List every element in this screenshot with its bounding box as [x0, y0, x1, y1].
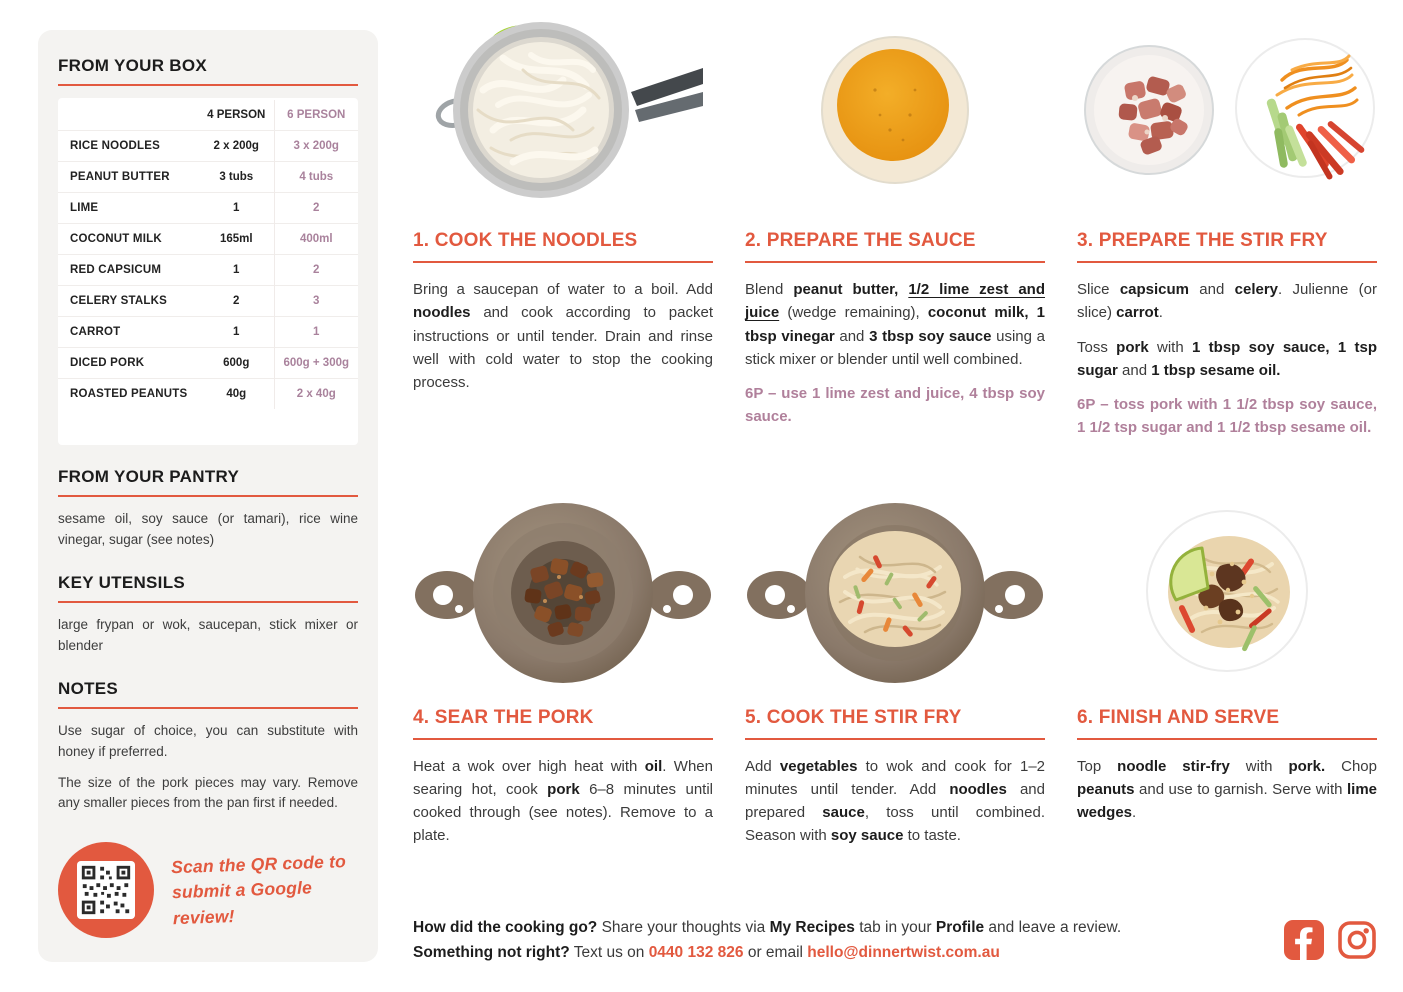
review-prompt-line-1: Scan the QR code to — [170, 851, 347, 878]
photo-stir-fry-in-wok — [745, 497, 1045, 687]
step-5-instruction: Add vegetables to wok and cook for 1–2 minutes until tender. Add noodles and prepared sauce, toss until combined. Season with soy sauce to taste. — [745, 757, 1046, 845]
qr-code-icon — [77, 861, 135, 919]
footer-line-2: Something not right? Text us on 0440 132 826 or email hello@dinnertwist.com.au — [413, 944, 1000, 962]
step-2-instruction: Blend peanut butter, 1/2 lime zest and juice (wedge remaining), coconut milk, 1 tbsp vinegar and 3 tbsp soy sauce using a stick mixer or blender until well combined. — [745, 281, 1045, 368]
step-2 — [745, 10, 1045, 451]
table-row: RED CAPSICUM 1 2 — [58, 255, 358, 286]
col-6-person: 6 PERSON — [274, 100, 358, 131]
table-row: COCONUT MILK 165ml 400ml — [58, 224, 358, 255]
step-2-title: 2. PREPARE THE SAUCE — [745, 230, 1045, 263]
key-utensils-title: KEY UTENSILS — [58, 573, 358, 603]
step-5 — [745, 497, 1045, 859]
google-review-block — [58, 842, 358, 938]
step-6-instruction: Top noodle stir-fry with pork. Chop peanuts and use to garnish. Serve with lime wedges. — [1077, 757, 1377, 821]
ingredients-table — [58, 100, 358, 409]
table-row: ROASTED PEANUTS 40g 2 x 40g — [58, 379, 358, 410]
steps-grid — [413, 10, 1377, 859]
step-3-instruction-2: Toss pork with 1 tbsp soy sauce, 1 tsp sugar and 1 tbsp sesame oil. — [1077, 338, 1378, 379]
notes-title: NOTES — [58, 679, 358, 709]
table-row: CARROT 1 1 — [58, 317, 358, 348]
utensils-text: large frypan or wok, saucepan, stick mixer or blender — [58, 616, 358, 653]
col-4-person: 4 PERSON — [199, 100, 274, 131]
step-3-six-person-note: 6P – toss pork with 1 1/2 tbsp soy sauce, 1 1/2 tsp sugar and 1 1/2 tbsp sesame oil. — [1077, 396, 1377, 437]
step-6-title: 6. FINISH AND SERVE — [1077, 707, 1377, 740]
step-4-instruction: Heat a wok over high heat with oil. When searing hot, cook pork 6–8 minutes until cooked through (see notes). Remove to a plate. — [413, 757, 713, 845]
table-row: CELERY STALKS 2 3 — [58, 286, 358, 317]
ingredients-card — [58, 98, 358, 445]
step-4-title: 4. SEAR THE PORK — [413, 707, 713, 740]
step-6 — [1077, 497, 1377, 859]
social-links — [1284, 920, 1377, 960]
review-prompt — [171, 849, 360, 932]
review-prompt-line-2: submit a Google review! — [171, 877, 313, 928]
photo-sauce-bowl — [745, 10, 1045, 210]
pantry-text: sesame oil, soy sauce (or tamari), rice wine vinegar, sugar (see notes) — [58, 511, 358, 547]
notes-paragraph-2: The size of the pork pieces may vary. Remove any smaller pieces from the pan first if needed. — [58, 774, 358, 811]
photo-seared-pork-in-wok — [413, 497, 713, 687]
footer-line-1: How did the cooking go? Share your thoughts via My Recipes tab in your Profile and leave a review. — [413, 918, 1122, 936]
photo-plated-noodle-stir-fry — [1077, 497, 1377, 687]
instagram-icon[interactable] — [1337, 920, 1377, 960]
main-content — [378, 0, 1403, 992]
step-1-title: 1. COOK THE NOODLES — [413, 230, 713, 263]
step-3-instruction-1: Slice capsicum and celery. Julienne (or slice) carrot. — [1077, 281, 1377, 322]
from-your-pantry-title: FROM YOUR PANTRY — [58, 467, 358, 497]
photo-pork-and-vegetables — [1077, 10, 1377, 210]
from-your-box-title: FROM YOUR BOX — [58, 56, 358, 86]
step-5-title: 5. COOK THE STIR FRY — [745, 707, 1045, 740]
photo-noodles-in-strainer — [413, 10, 713, 210]
col-ingredient — [58, 100, 199, 131]
step-3 — [1077, 10, 1377, 451]
facebook-icon[interactable] — [1284, 920, 1324, 960]
table-row: LIME 1 2 — [58, 193, 358, 224]
step-2-six-person-note: 6P – use 1 lime zest and juice, 4 tbsp soy sauce. — [745, 385, 1045, 426]
sidebar — [38, 30, 378, 962]
footer — [413, 915, 1377, 966]
qr-code[interactable] — [58, 842, 154, 938]
notes-paragraph-1: Use sugar of choice, you can substitute with honey if preferred. — [58, 722, 358, 759]
table-header-row — [58, 100, 358, 131]
footer-text — [413, 915, 1260, 966]
table-row: DICED PORK 600g 600g + 300g — [58, 348, 358, 379]
step-4 — [413, 497, 713, 859]
table-row: PEANUT BUTTER 3 tubs 4 tubs — [58, 162, 358, 193]
table-row: RICE NOODLES 2 x 200g 3 x 200g — [58, 131, 358, 162]
step-1 — [413, 10, 713, 451]
step-3-title: 3. PREPARE THE STIR FRY — [1077, 230, 1377, 263]
step-1-instruction: Bring a saucepan of water to a boil. Add noodles and cook according to packet instructions or until tender. Drain and rinse well with cold water to stop the cooking process. — [413, 281, 713, 391]
